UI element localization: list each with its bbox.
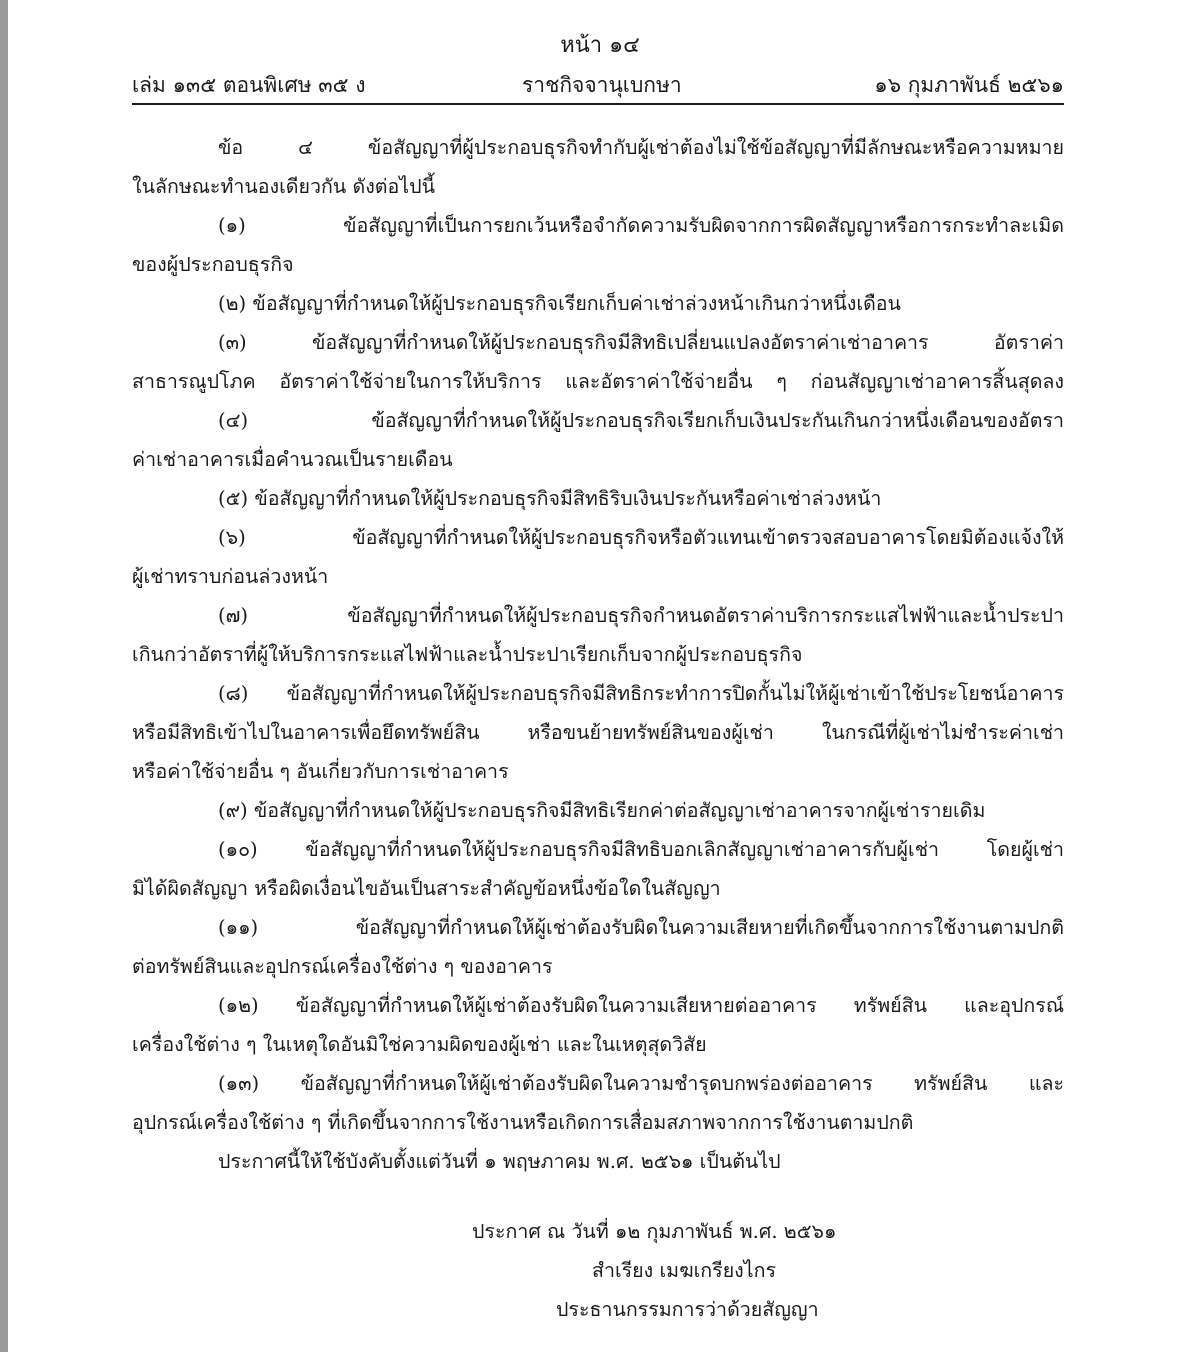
- item-6-line-2: ผู้เช่าทราบก่อนล่วงหน้า: [132, 565, 329, 588]
- item-4-line-1: (๔) ข้อสัญญาที่กำหนดให้ผู้ประกอบธุรกิจเรียกเก็บเงินประกันเกินกว่าหนึ่งเดือนของอัตรา: [218, 409, 1064, 432]
- document-body: [132, 128, 1064, 1181]
- item-10-line-2: มิได้ผิดสัญญา หรือผิดเงื่อนไขอันเป็นสาระสำคัญข้อหนึ่งข้อใดในสัญญา: [132, 877, 721, 900]
- header-divider: [132, 103, 1064, 105]
- item-9-line-1: (๙) ข้อสัญญาที่กำหนดให้ผู้ประกอบธุรกิจมีสิทธิเรียกค่าต่อสัญญาเช่าอาคารจากผู้เช่ารายเดิม: [218, 799, 986, 822]
- item-3-line-2: สาธารณูปโภค อัตราค่าใช้จ่ายในการให้บริการ และอัตราค่าใช้จ่ายอื่น ๆ ก่อนสัญญาเช่าอาคารสิ้นสุดลง: [132, 370, 1064, 393]
- item-12-line-1: (๑๒) ข้อสัญญาที่กำหนดให้ผู้เช่าต้องรับผิดในความเสียหายต่ออาคาร ทรัพย์สิน และอุปกรณ์: [218, 994, 1064, 1017]
- item-1-line-2: ของผู้ประกอบธุรกิจ: [132, 253, 294, 276]
- item-2-line-1: (๒) ข้อสัญญาที่กำหนดให้ผู้ประกอบธุรกิจเรียกเก็บค่าเช่าล่วงหน้าเกินกว่าหนึ่งเดือน: [218, 292, 901, 315]
- item-13-line-1: (๑๓) ข้อสัญญาที่กำหนดให้ผู้เช่าต้องรับผิดในความชำรุดบกพร่องต่ออาคาร ทรัพย์สิน และ: [218, 1072, 1064, 1095]
- volume-issue: เล่ม ๑๓๕ ตอนพิเศษ ๓๕ ง: [132, 73, 366, 97]
- item-8-line-1: (๘) ข้อสัญญาที่กำหนดให้ผู้ประกอบธุรกิจมีสิทธิกระทำการปิดกั้นไม่ให้ผู้เช่าเข้าใช้ประโยชน์อาคาร: [218, 682, 1064, 705]
- item-11-line-1: (๑๑) ข้อสัญญาที่กำหนดให้ผู้เช่าต้องรับผิดในความเสียหายที่เกิดขึ้นจากการใช้งานตามปกติ: [218, 916, 1064, 939]
- item-8-line-2: หรือมีสิทธิเข้าไปในอาคารเพื่อยึดทรัพย์สิน หรือขนย้ายทรัพย์สินของผู้เช่า ในกรณีที่ผู้เช่าไม่ชำระค่าเช่า: [132, 721, 1064, 744]
- item-1-line-1: (๑) ข้อสัญญาที่เป็นการยกเว้นหรือจำกัดความรับผิดจากการผิดสัญญาหรือการกระทำละเมิด: [218, 214, 1064, 237]
- item-4-line-2: ค่าเช่าอาคารเมื่อคำนวณเป็นรายเดือน: [132, 448, 453, 471]
- gazette-header: [132, 68, 1064, 102]
- item-11-line-2: ต่อทรัพย์สินและอุปกรณ์เครื่องใช้ต่าง ๆ ของอาคาร: [132, 955, 553, 978]
- item-6-line-1: (๖) ข้อสัญญาที่กำหนดให้ผู้ประกอบธุรกิจหรือตัวแทนเข้าตรวจสอบอาคารโดยมิต้องแจ้งให้: [218, 526, 1064, 549]
- item-12-line-2: เครื่องใช้ต่าง ๆ ในเหตุใดอันมิใช่ความผิดของผู้เช่า และในเหตุสุดวิสัย: [132, 1033, 707, 1056]
- item-3-line-1: (๓) ข้อสัญญาที่กำหนดให้ผู้ประกอบธุรกิจมีสิทธิเปลี่ยนแปลงอัตราค่าเช่าอาคาร อัตราค่า: [218, 331, 1064, 354]
- signer-name: สำเรียง เมฆเกรียงไกร: [592, 1259, 776, 1282]
- page-number: หน้า ๑๔: [560, 33, 640, 58]
- item-7-line-1: (๗) ข้อสัญญาที่กำหนดให้ผู้ประกอบธุรกิจกำหนดอัตราค่าบริการกระแสไฟฟ้าและน้ำประปา: [218, 604, 1064, 627]
- clause-4-line-1: ข้อ ๔ ข้อสัญญาที่ผู้ประกอบธุรกิจทำกับผู้เช่าต้องไม่ใช้ข้อสัญญาที่มีลักษณะหรือความหมาย: [218, 136, 1064, 159]
- item-8-line-3: หรือค่าใช้จ่ายอื่น ๆ อันเกี่ยวกับการเช่าอาคาร: [132, 760, 509, 783]
- item-13-line-2: อุปกรณ์เครื่องใช้ต่าง ๆ ที่เกิดขึ้นจากการใช้งานหรือเกิดการเสื่อมสภาพจากการใช้งานตามปกติ: [132, 1111, 914, 1134]
- publication-date: ๑๖ กุมภาพันธ์ ๒๕๖๑: [874, 73, 1064, 97]
- item-7-line-2: เกินกว่าอัตราที่ผู้ให้บริการกระแสไฟฟ้าและน้ำประปาเรียกเก็บจากผู้ประกอบธุรกิจ: [132, 643, 803, 666]
- signer-title: ประธานกรรมการว่าด้วยสัญญา: [556, 1298, 819, 1321]
- item-10-line-1: (๑๐) ข้อสัญญาที่กำหนดให้ผู้ประกอบธุรกิจมีสิทธิบอกเลิกสัญญาเช่าอาคารกับผู้เช่า โดยผู้เช่า: [218, 838, 1064, 861]
- effective-date-line: ประกาศนี้ให้ใช้บังคับตั้งแต่วันที่ ๑ พฤษภาคม พ.ศ. ๒๕๖๑ เป็นต้นไป: [218, 1150, 781, 1173]
- item-5-line-1: (๕) ข้อสัญญาที่กำหนดให้ผู้ประกอบธุรกิจมีสิทธิริบเงินประกันหรือค่าเช่าล่วงหน้า: [218, 487, 882, 510]
- gazette-name: ราชกิจจานุเบกษา: [522, 73, 682, 97]
- announcement-date: ประกาศ ณ วันที่ ๑๒ กุมภาพันธ์ พ.ศ. ๒๕๖๑: [472, 1220, 837, 1243]
- clause-4-line-2: ในลักษณะทำนองเดียวกัน ดังต่อไปนี้: [132, 175, 435, 198]
